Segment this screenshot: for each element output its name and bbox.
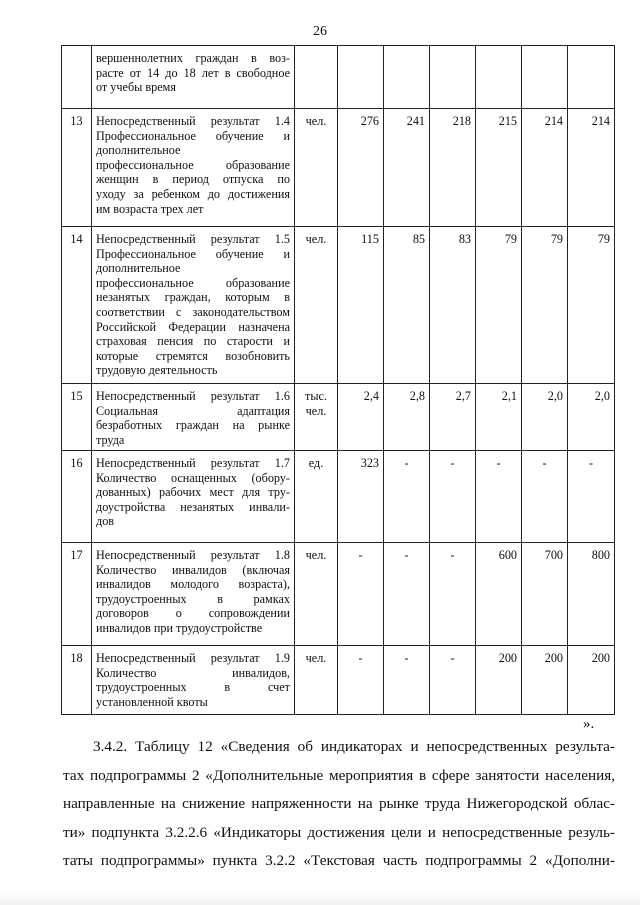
paragraph-line: тах подпрограммы 2 «Дополнительные мероприятия в сфере занятости населения, [63,766,615,784]
description-line: профессиональное образование [96,157,290,172]
description-line: трудоустроенных в счет [96,680,290,695]
description-line: Непосредственный результат 1.8 [96,548,290,562]
row-number: 18 [62,646,92,715]
value-cell: 2,0 [568,384,615,451]
description-line: соответствии с законодательством [96,304,290,319]
row-unit [295,46,338,109]
row-number: 15 [62,384,92,451]
row-number: 14 [62,227,92,384]
description-line: трудовую деятельность [96,363,218,378]
value-cell: - [568,451,615,543]
description-line: дованных) рабочих мест для тру- [96,485,290,500]
description-line: Количество инвалидов, [96,665,290,680]
closing-quote: ». [583,716,595,732]
description-line: безработных граждан на рынке [96,418,290,433]
value-cell: 600 [476,543,522,646]
value-cell: - [430,646,476,715]
paragraph-line: ти» подпункта 3.2.2.6 «Индикаторы достижения цели и непосредственные резуль- [63,823,615,841]
table-row [62,451,615,543]
value-cell: - [476,451,522,543]
row-unit: тыс. чел. [295,384,338,451]
description-line: женщин в период отпуска по [96,172,290,187]
paragraph-line: таты подпрограммы» пункта 3.2.2 «Текстовая часть подпрограммы 2 «Дополни- [63,852,615,869]
description-line: вершеннолетних граждан в воз- [96,51,290,65]
row-number: 16 [62,451,92,543]
description-line: расте от 14 до 18 лет в свободное [96,65,290,80]
value-cell: 2,8 [384,384,430,451]
description-line: договоров о сопровождении [96,606,290,621]
row-number: 13 [62,109,92,227]
paragraph-line: 3.4.2. Таблицу 12 «Сведения об индикаторах и непосредственных результа- [93,738,615,755]
indicators-table [61,45,615,715]
description-line: незанятых граждан, которым в [96,290,290,305]
value-cell: 79 [476,227,522,384]
value-cell: 200 [568,646,615,715]
value-cell: 276 [338,109,384,227]
table-row [62,46,615,109]
description-line: Непосредственный результат 1.5 [96,232,290,246]
value-cell: 2,0 [522,384,568,451]
value-cell: 79 [522,227,568,384]
value-cell: 800 [568,543,615,646]
description-line: им возраста трех лет [96,201,204,216]
description-line: доустройства незанятых инвали- [96,499,290,514]
value-cell [568,46,615,109]
description-line: Непосредственный результат 1.9 [96,651,290,665]
value-cell [476,46,522,109]
table-row [62,646,615,715]
value-cell: 214 [522,109,568,227]
value-cell: 83 [430,227,476,384]
value-cell: 200 [522,646,568,715]
value-cell: 2,4 [338,384,384,451]
value-cell: - [338,646,384,715]
value-cell: - [338,543,384,646]
paragraph-line: направленные на снижение напряженности на рынке труда Нижегородской облас- [63,795,615,812]
description-line: Профессиональное обучение и [96,128,290,143]
value-cell: - [430,543,476,646]
row-unit: чел. [295,109,338,227]
row-description [92,384,295,451]
row-unit: чел. [295,646,338,715]
description-line: уходу за ребенком до достижения [96,186,290,201]
description-line: страховая пенсия по старости и [96,334,290,349]
description-line: установленной квоты [96,694,208,709]
row-description [92,543,295,646]
description-line: Количество оснащенных (обору- [96,470,290,485]
page-number: 26 [313,24,327,39]
value-cell: 214 [568,109,615,227]
table-row [62,227,615,384]
value-cell: 323 [338,451,384,543]
value-cell [430,46,476,109]
row-description [92,46,295,109]
table-row [62,543,615,646]
value-cell [338,46,384,109]
description-line: Непосредственный результат 1.4 [96,114,290,128]
value-cell: 215 [476,109,522,227]
description-line: Социальная адаптация [96,403,290,418]
description-line: инвалидов при трудоустройстве [96,620,263,635]
value-cell: 85 [384,227,430,384]
value-cell: - [430,451,476,543]
value-cell: 241 [384,109,430,227]
value-cell: 200 [476,646,522,715]
description-line: Российской Федерации назначена [96,319,290,334]
value-cell: 79 [568,227,615,384]
description-line: профессиональное образование [96,275,290,290]
row-description [92,227,295,384]
description-line: Количество инвалидов (включая [96,562,290,577]
row-description [92,646,295,715]
value-cell: - [522,451,568,543]
table-row [62,384,615,451]
row-description [92,451,295,543]
description-line: дополнительное [96,261,181,276]
row-unit: чел. [295,543,338,646]
description-line: которые стремятся возобновить [96,348,290,363]
value-cell: - [384,451,430,543]
body-paragraph [63,733,615,876]
value-cell: 115 [338,227,384,384]
description-line: от учебы время [96,80,176,95]
value-cell: 218 [430,109,476,227]
row-number: 17 [62,543,92,646]
row-number [62,46,92,109]
row-description [92,109,295,227]
description-line: дов [96,514,115,529]
value-cell: 2,7 [430,384,476,451]
value-cell: 700 [522,543,568,646]
description-line: Непосредственный результат 1.6 [96,389,290,403]
value-cell [522,46,568,109]
value-cell: - [384,646,430,715]
description-line: труда [96,432,125,447]
scan-edge [0,893,640,905]
row-unit: ед. [295,451,338,543]
description-line: Профессиональное обучение и [96,246,290,261]
table-row [62,109,615,227]
value-cell: 2,1 [476,384,522,451]
description-line: Непосредственный результат 1.7 [96,456,290,470]
description-line: дополнительное [96,143,181,158]
value-cell: - [384,543,430,646]
description-line: инвалидов молодого возраста), [96,577,290,592]
description-line: трудоустроенных в рамках [96,591,290,606]
value-cell [384,46,430,109]
row-unit: чел. [295,227,338,384]
